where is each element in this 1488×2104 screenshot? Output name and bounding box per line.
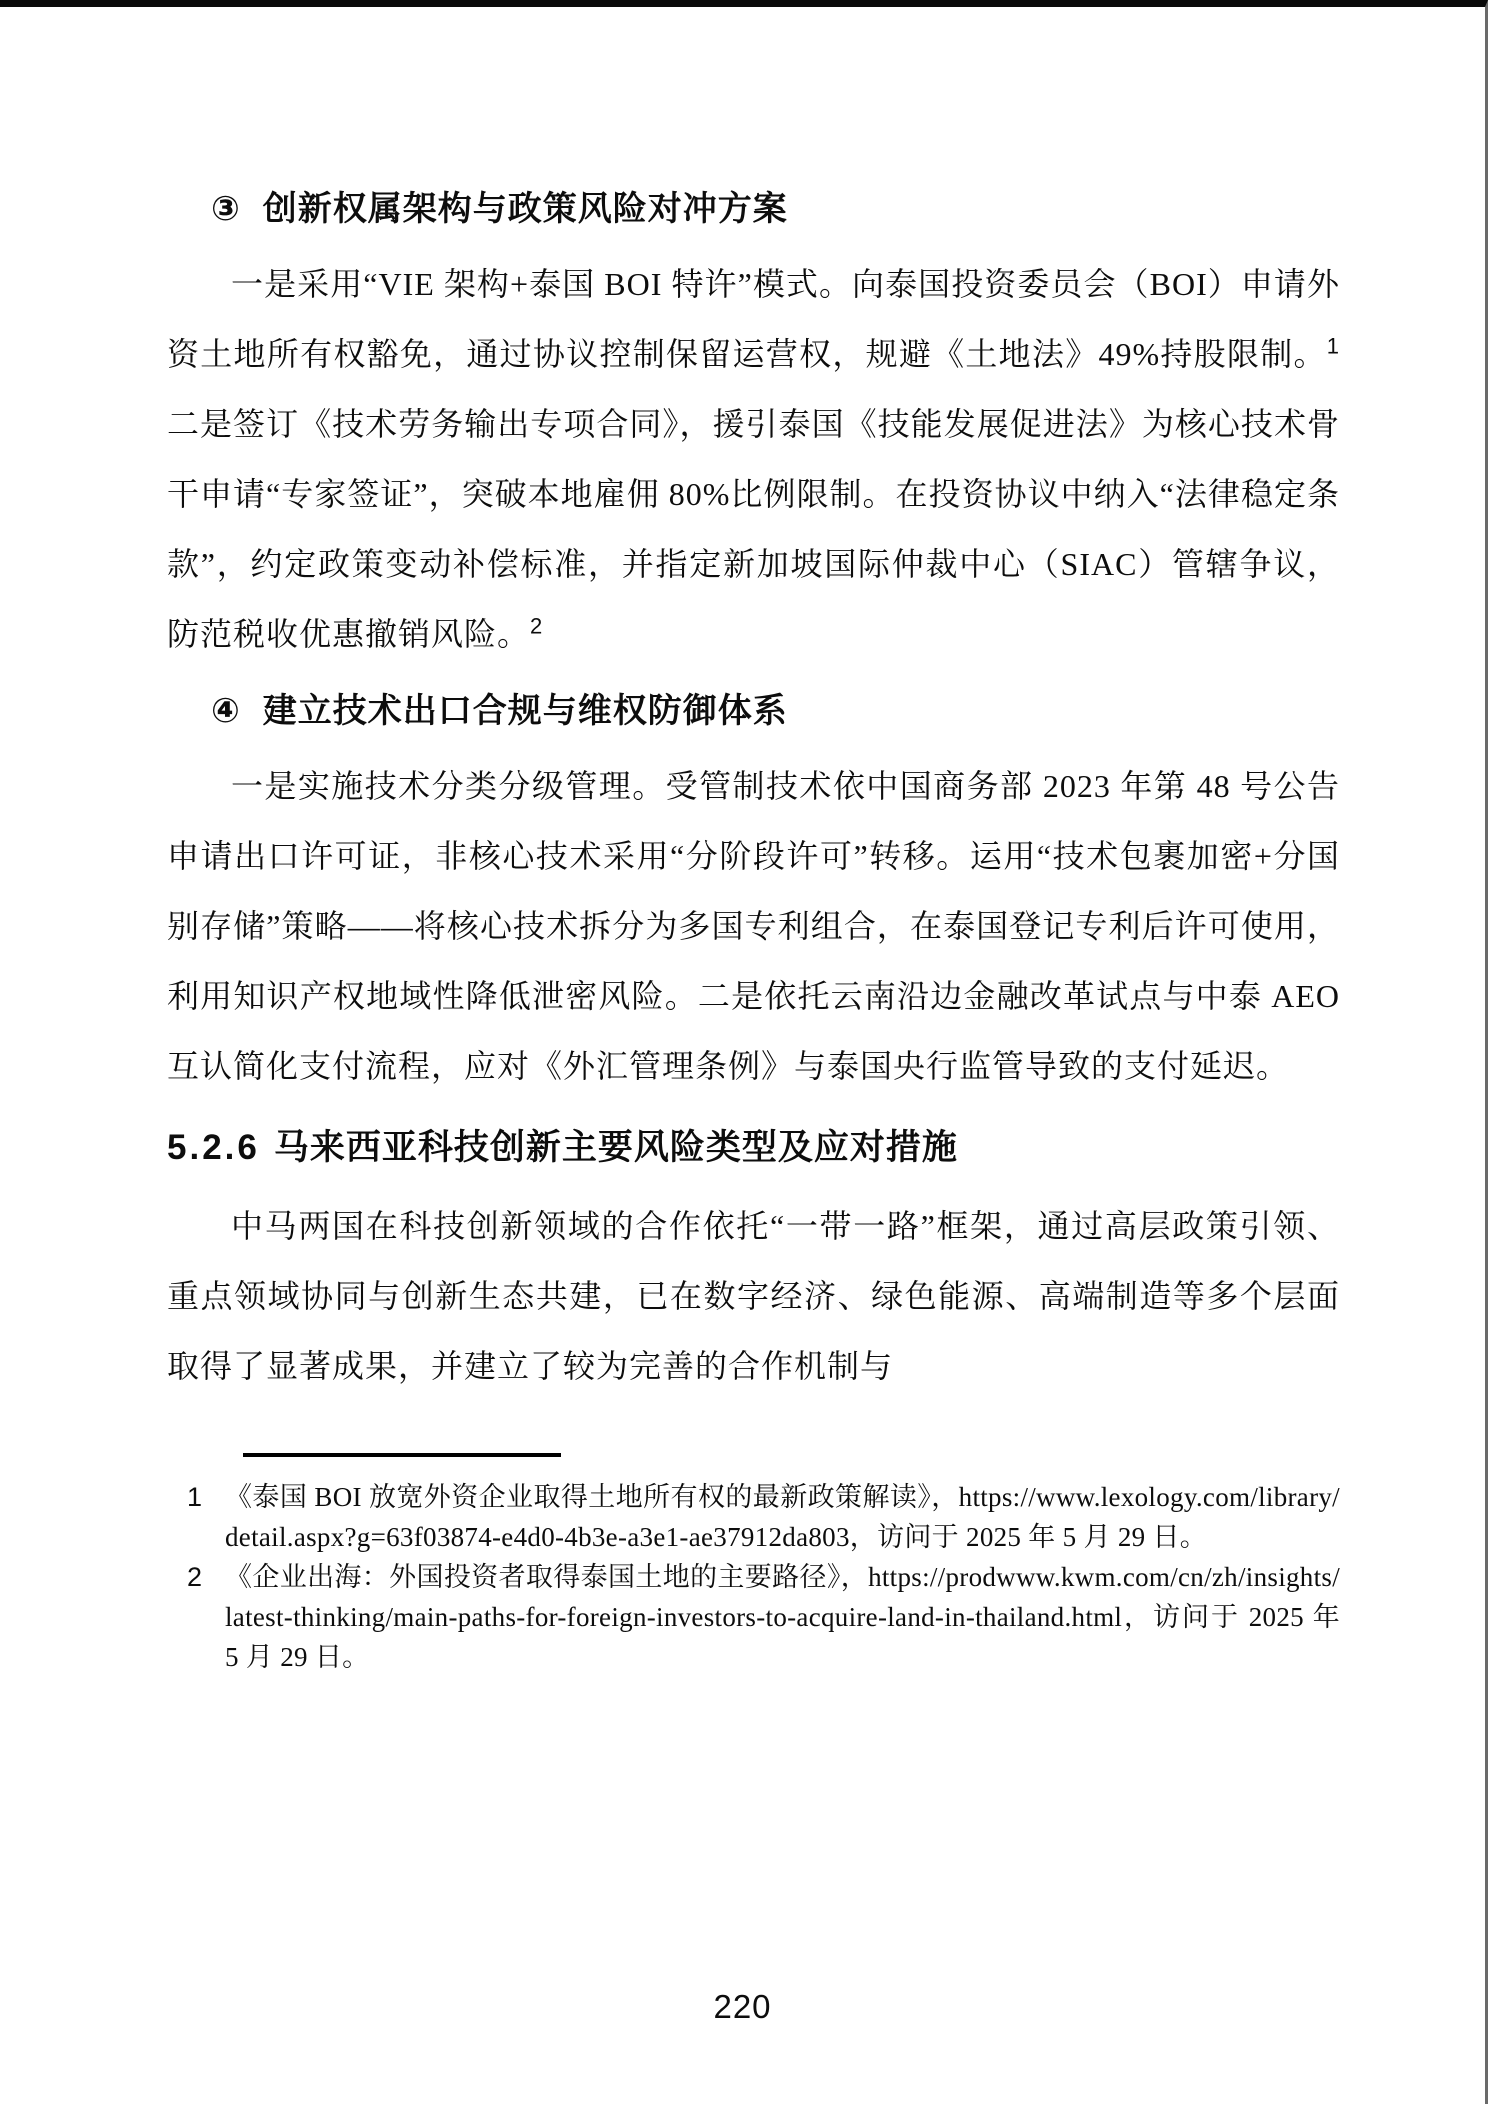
section-title: 马来西亚科技创新主要风险类型及应对措施	[273, 1128, 958, 1167]
sub-heading-item4	[211, 675, 1340, 747]
footnote-area	[167, 1453, 1340, 1677]
text-block	[167, 167, 1340, 1677]
footnote-2-text: 《企业出海：外国投资者取得泰国土地的主要路径》，https://prodwww.kwm.com/cn/zh/insights/latest-thinking/main-paths-for-foreign-investors-to-acquire-land-in-thailand.html，访问于 2025 年 5 月 29 日。	[225, 1562, 1340, 1672]
sub-heading-item4-title: 建立技术出口合规与维权防御体系	[262, 692, 788, 730]
section-heading-5-2-6	[167, 1109, 1340, 1187]
sub-heading-item3-marker: ③	[211, 190, 241, 228]
sub-heading-item3	[211, 173, 1340, 245]
footnote-1-text: 《泰国 BOI 放宽外资企业取得土地所有权的最新政策解读》，https://www.lexology.com/library/detail.aspx?g=63f03874-e4d0-4b3e-a3e1-ae37912da803，访问于 2025 年 5 月 29 日。	[225, 1482, 1340, 1552]
section-number: 5.2.6	[167, 1128, 260, 1167]
footnote-list	[187, 1477, 1340, 1677]
paragraph-vie-boi-strategy	[167, 249, 1340, 669]
page-number: 220	[713, 1988, 772, 2025]
sub-heading-item4-marker: ④	[211, 692, 241, 730]
footnote-2	[187, 1557, 1340, 1677]
paragraph-china-malaysia-cooperation: 中马两国在科技创新领域的合作依托“一带一路”框架，通过高层政策引领、重点领域协同与创新生态共建，已在数字经济、绿色能源、高端制造等多个层面取得了显著成果，并建立了较为完善的合作机制与	[167, 1208, 1340, 1384]
footnote-ref-1: 1	[1326, 333, 1340, 359]
paragraph-tech-export-compliance: 一是实施技术分类分级管理。受管制技术依中国商务部 2023 年第 48 号公告申请出口许可证，非核心技术采用“分阶段许可”转移。运用“技术包裹加密+分国别存储”策略——将核心技术拆分为多国专利组合，在泰国登记专利后许可使用，利用知识产权地域性降低泄密风险。二是依托云南沿边金融改革试点与中泰 AEO 互认简化支付流程，应对《外汇管理条例》与泰国央行监管导致的支付延迟。	[167, 768, 1340, 1084]
sub-heading-item3-title: 创新权属架构与政策风险对冲方案	[262, 190, 788, 228]
footnote-separator-rule	[243, 1453, 561, 1457]
para1-segment-2: 二是签订《技术劳务输出专项合同》，援引泰国《技能发展促进法》为核心技术骨干申请“专家签证”，突破本地雇佣 80%比例限制。在投资协议中纳入“法律稳定条款”，约定政策变动补偿标准，并指定新加坡国际仲裁中心（SIAC）管辖争议，防范税收优惠撤销风险。	[167, 406, 1340, 652]
para1-segment-1: 一是采用“VIE 架构+泰国 BOI 特许”模式。向泰国投资委员会（BOI）申请外资土地所有权豁免，通过协议控制保留运营权，规避《土地法》49%持股限制。	[167, 266, 1340, 372]
footnote-1	[187, 1477, 1340, 1557]
footnote-ref-2: 2	[530, 613, 544, 639]
footnote-1-number: 1	[187, 1482, 203, 1512]
footnote-2-number: 2	[187, 1562, 203, 1592]
